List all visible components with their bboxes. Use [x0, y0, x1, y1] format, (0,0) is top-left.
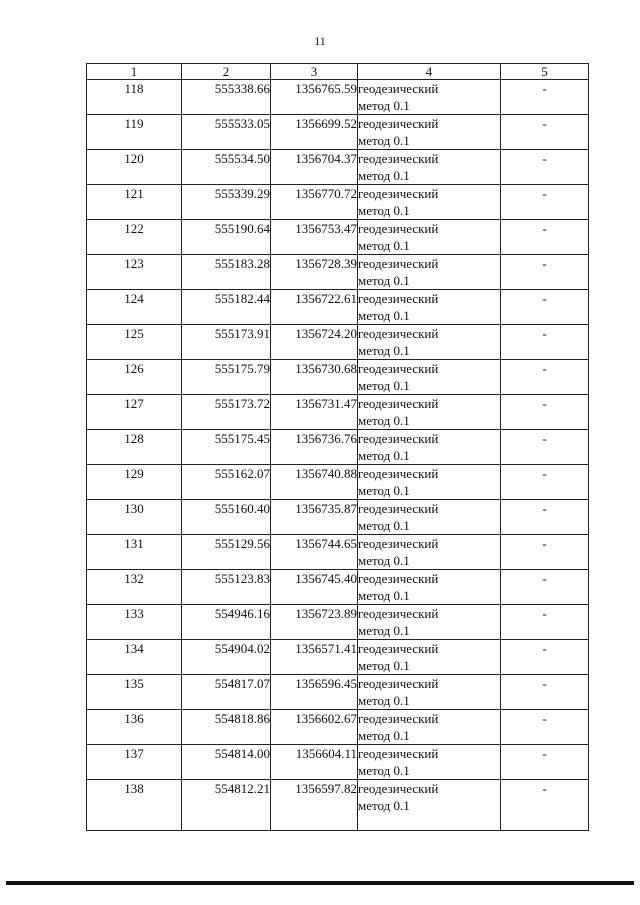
x-coordinate-cell: 555175.45 [182, 430, 271, 465]
y-coordinate-cell: 1356735.87 [271, 500, 358, 535]
point-number-cell: 137 [87, 745, 182, 780]
y-coordinate-cell: 1356753.47 [271, 220, 358, 255]
column-header: 1 [87, 64, 182, 80]
method-line: метод 0.1 [358, 343, 410, 358]
point-number-cell: 135 [87, 675, 182, 710]
table-row [87, 570, 589, 605]
point-number-cell: 136 [87, 710, 182, 745]
x-coordinate-cell: 555534.50 [182, 150, 271, 185]
y-coordinate-cell: 1356730.68 [271, 360, 358, 395]
x-coordinate-cell: 555173.91 [182, 325, 271, 360]
method-line: метод 0.1 [358, 693, 410, 708]
y-coordinate-cell: 1356744.65 [271, 535, 358, 570]
table-row [87, 150, 589, 185]
point-number-cell: 128 [87, 430, 182, 465]
method-line: геодезический [358, 186, 439, 201]
coordinates-table [86, 63, 589, 831]
method-line: геодезический [358, 501, 439, 516]
method-line: геодезический [358, 81, 439, 96]
method-cell [358, 500, 501, 535]
table-row [87, 290, 589, 325]
method-line: геодезический [358, 256, 439, 271]
point-number-cell: 121 [87, 185, 182, 220]
method-line: метод 0.1 [358, 308, 410, 323]
method-cell [358, 255, 501, 290]
note-cell: - [501, 605, 589, 640]
method-cell [358, 80, 501, 115]
point-number-cell: 129 [87, 465, 182, 500]
method-line: метод 0.1 [358, 798, 410, 813]
x-coordinate-cell: 555190.64 [182, 220, 271, 255]
note-cell: - [501, 325, 589, 360]
x-coordinate-cell: 554904.02 [182, 640, 271, 675]
note-cell: - [501, 500, 589, 535]
method-line: метод 0.1 [358, 518, 410, 533]
method-cell [358, 325, 501, 360]
method-line: метод 0.1 [358, 238, 410, 253]
method-line: метод 0.1 [358, 203, 410, 218]
method-cell [358, 780, 501, 831]
point-number-cell: 131 [87, 535, 182, 570]
note-cell: - [501, 255, 589, 290]
note-cell: - [501, 395, 589, 430]
table-header-row [87, 64, 589, 80]
method-line: метод 0.1 [358, 763, 410, 778]
x-coordinate-cell: 555160.40 [182, 500, 271, 535]
x-coordinate-cell: 555175.79 [182, 360, 271, 395]
note-cell: - [501, 360, 589, 395]
x-coordinate-cell: 555162.07 [182, 465, 271, 500]
method-line: геодезический [358, 291, 439, 306]
table-row [87, 185, 589, 220]
method-cell [358, 290, 501, 325]
bottom-rule [6, 881, 634, 885]
method-line: метод 0.1 [358, 728, 410, 743]
column-header: 5 [501, 64, 589, 80]
table-row [87, 220, 589, 255]
method-line: геодезический [358, 606, 439, 621]
y-coordinate-cell: 1356723.89 [271, 605, 358, 640]
method-line: метод 0.1 [358, 168, 410, 183]
y-coordinate-cell: 1356740.88 [271, 465, 358, 500]
method-cell [358, 395, 501, 430]
page-number: 11 [314, 34, 326, 48]
column-header: 3 [271, 64, 358, 80]
point-number-cell: 138 [87, 780, 182, 831]
method-line: метод 0.1 [358, 133, 410, 148]
note-cell: - [501, 710, 589, 745]
note-cell: - [501, 535, 589, 570]
method-line: геодезический [358, 536, 439, 551]
x-coordinate-cell: 555533.05 [182, 115, 271, 150]
y-coordinate-cell: 1356731.47 [271, 395, 358, 430]
y-coordinate-cell: 1356571.41 [271, 640, 358, 675]
point-number-cell: 134 [87, 640, 182, 675]
note-cell: - [501, 430, 589, 465]
method-cell [358, 220, 501, 255]
method-cell [358, 675, 501, 710]
method-line: метод 0.1 [358, 623, 410, 638]
method-line: геодезический [358, 746, 439, 761]
x-coordinate-cell: 555338.66 [182, 80, 271, 115]
column-header: 4 [358, 64, 501, 80]
y-coordinate-cell: 1356745.40 [271, 570, 358, 605]
note-cell: - [501, 185, 589, 220]
method-line: геодезический [358, 431, 439, 446]
y-coordinate-cell: 1356728.39 [271, 255, 358, 290]
method-cell [358, 465, 501, 500]
method-line: геодезический [358, 466, 439, 481]
y-coordinate-cell: 1356596.45 [271, 675, 358, 710]
method-cell [358, 430, 501, 465]
note-cell: - [501, 745, 589, 780]
x-coordinate-cell: 555182.44 [182, 290, 271, 325]
point-number-cell: 124 [87, 290, 182, 325]
table-row [87, 255, 589, 290]
table-row [87, 780, 589, 831]
point-number-cell: 122 [87, 220, 182, 255]
note-cell: - [501, 290, 589, 325]
column-header: 2 [182, 64, 271, 80]
y-coordinate-cell: 1356604.11 [271, 745, 358, 780]
method-line: геодезический [358, 151, 439, 166]
table-row [87, 115, 589, 150]
x-coordinate-cell: 555123.83 [182, 570, 271, 605]
y-coordinate-cell: 1356602.67 [271, 710, 358, 745]
point-number-cell: 130 [87, 500, 182, 535]
method-cell [358, 710, 501, 745]
table-row [87, 465, 589, 500]
point-number-cell: 126 [87, 360, 182, 395]
method-line: геодезический [358, 571, 439, 586]
note-cell: - [501, 465, 589, 500]
method-cell [358, 150, 501, 185]
method-line: метод 0.1 [358, 658, 410, 673]
method-line: метод 0.1 [358, 448, 410, 463]
method-line: метод 0.1 [358, 98, 410, 113]
x-coordinate-cell: 554812.21 [182, 780, 271, 831]
method-line: геодезический [358, 781, 439, 796]
table-row [87, 325, 589, 360]
point-number-cell: 118 [87, 80, 182, 115]
y-coordinate-cell: 1356736.76 [271, 430, 358, 465]
table-row [87, 640, 589, 675]
method-line: геодезический [358, 711, 439, 726]
point-number-cell: 133 [87, 605, 182, 640]
method-line: метод 0.1 [358, 588, 410, 603]
y-coordinate-cell: 1356765.59 [271, 80, 358, 115]
y-coordinate-cell: 1356770.72 [271, 185, 358, 220]
note-cell: - [501, 780, 589, 831]
method-line: метод 0.1 [358, 378, 410, 393]
table-row [87, 430, 589, 465]
method-line: геодезический [358, 396, 439, 411]
x-coordinate-cell: 554946.16 [182, 605, 271, 640]
note-cell: - [501, 675, 589, 710]
point-number-cell: 119 [87, 115, 182, 150]
x-coordinate-cell: 555173.72 [182, 395, 271, 430]
method-cell [358, 115, 501, 150]
y-coordinate-cell: 1356704.37 [271, 150, 358, 185]
y-coordinate-cell: 1356699.52 [271, 115, 358, 150]
table-row [87, 395, 589, 430]
point-number-cell: 132 [87, 570, 182, 605]
table-body [87, 80, 589, 831]
method-line: геодезический [358, 641, 439, 656]
table-row [87, 500, 589, 535]
note-cell: - [501, 570, 589, 605]
method-line: метод 0.1 [358, 553, 410, 568]
method-cell [358, 745, 501, 780]
y-coordinate-cell: 1356722.61 [271, 290, 358, 325]
method-line: метод 0.1 [358, 413, 410, 428]
table-row [87, 605, 589, 640]
note-cell: - [501, 150, 589, 185]
method-line: геодезический [358, 676, 439, 691]
method-line: геодезический [358, 221, 439, 236]
table-row [87, 80, 589, 115]
note-cell: - [501, 115, 589, 150]
table-row [87, 535, 589, 570]
method-cell [358, 570, 501, 605]
point-number-cell: 127 [87, 395, 182, 430]
x-coordinate-cell: 555129.56 [182, 535, 271, 570]
note-cell: - [501, 80, 589, 115]
note-cell: - [501, 220, 589, 255]
table-row [87, 745, 589, 780]
method-cell [358, 535, 501, 570]
x-coordinate-cell: 555339.29 [182, 185, 271, 220]
method-line: геодезический [358, 116, 439, 131]
method-line: геодезический [358, 361, 439, 376]
method-cell [358, 640, 501, 675]
x-coordinate-cell: 554814.00 [182, 745, 271, 780]
method-cell [358, 185, 501, 220]
method-cell [358, 360, 501, 395]
method-line: геодезический [358, 326, 439, 341]
note-cell: - [501, 640, 589, 675]
x-coordinate-cell: 554818.86 [182, 710, 271, 745]
point-number-cell: 123 [87, 255, 182, 290]
x-coordinate-cell: 555183.28 [182, 255, 271, 290]
table-row [87, 710, 589, 745]
point-number-cell: 120 [87, 150, 182, 185]
method-cell [358, 605, 501, 640]
y-coordinate-cell: 1356724.20 [271, 325, 358, 360]
y-coordinate-cell: 1356597.82 [271, 780, 358, 831]
method-line: метод 0.1 [358, 273, 410, 288]
method-line: метод 0.1 [358, 483, 410, 498]
table-row [87, 360, 589, 395]
point-number-cell: 125 [87, 325, 182, 360]
x-coordinate-cell: 554817.07 [182, 675, 271, 710]
table-row [87, 675, 589, 710]
